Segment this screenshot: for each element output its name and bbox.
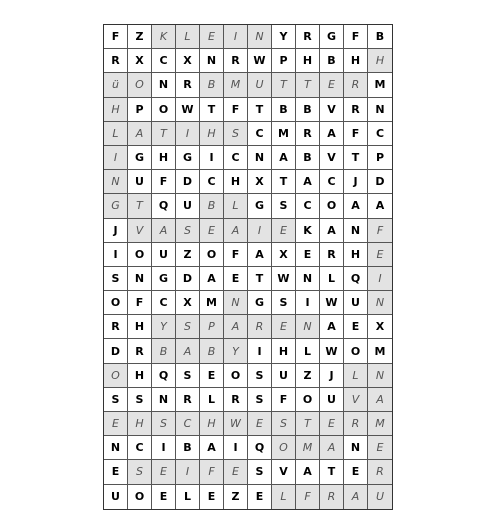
grid-cell[interactable]: R — [224, 49, 248, 73]
grid-cell[interactable]: J — [104, 219, 128, 243]
grid-cell[interactable]: A — [224, 219, 248, 243]
grid-cell[interactable]: O — [152, 98, 176, 122]
grid-cell[interactable]: C — [248, 122, 272, 146]
grid-cell[interactable]: I — [176, 122, 200, 146]
grid-cell[interactable]: ü — [104, 73, 128, 97]
grid-cell[interactable]: C — [320, 170, 344, 194]
grid-cell[interactable]: T — [272, 170, 296, 194]
grid-cell[interactable]: S — [272, 194, 296, 218]
grid-cell[interactable]: U — [128, 170, 152, 194]
grid-cell[interactable]: N — [368, 291, 392, 315]
grid-cell[interactable]: A — [200, 436, 224, 460]
grid-cell[interactable]: F — [344, 122, 368, 146]
grid-cell[interactable]: S — [104, 267, 128, 291]
grid-cell[interactable]: I — [176, 460, 200, 484]
grid-cell[interactable]: R — [344, 412, 368, 436]
grid-cell[interactable]: H — [272, 339, 296, 363]
grid-cell[interactable]: T — [152, 122, 176, 146]
grid-cell[interactable]: N — [152, 388, 176, 412]
grid-cell[interactable]: W — [248, 49, 272, 73]
grid-cell[interactable]: H — [296, 49, 320, 73]
grid-cell[interactable]: T — [272, 73, 296, 97]
grid-cell[interactable]: S — [248, 388, 272, 412]
grid-cell[interactable]: R — [128, 339, 152, 363]
grid-cell[interactable]: B — [200, 339, 224, 363]
grid-cell[interactable]: A — [344, 485, 368, 509]
grid-cell[interactable]: R — [176, 73, 200, 97]
grid-cell[interactable]: F — [224, 98, 248, 122]
grid-cell[interactable]: B — [152, 339, 176, 363]
grid-cell[interactable]: I — [296, 291, 320, 315]
grid-cell[interactable]: N — [104, 170, 128, 194]
grid-cell[interactable]: T — [296, 412, 320, 436]
grid-cell[interactable]: W — [320, 291, 344, 315]
grid-cell[interactable]: T — [296, 73, 320, 97]
grid-cell[interactable]: U — [368, 485, 392, 509]
grid-cell[interactable]: O — [128, 73, 152, 97]
grid-cell[interactable]: F — [272, 388, 296, 412]
grid-cell[interactable]: L — [176, 485, 200, 509]
grid-cell[interactable]: H — [344, 243, 368, 267]
grid-cell[interactable]: E — [272, 219, 296, 243]
grid-cell[interactable]: G — [176, 146, 200, 170]
grid-cell[interactable]: V — [128, 219, 152, 243]
grid-cell[interactable]: O — [104, 364, 128, 388]
grid-cell[interactable]: A — [344, 194, 368, 218]
grid-cell[interactable]: F — [200, 460, 224, 484]
grid-cell[interactable]: B — [296, 98, 320, 122]
grid-cell[interactable]: N — [344, 436, 368, 460]
grid-cell[interactable]: R — [224, 388, 248, 412]
grid-cell[interactable]: H — [200, 412, 224, 436]
grid-cell[interactable]: W — [272, 267, 296, 291]
grid-cell[interactable]: A — [272, 146, 296, 170]
grid-cell[interactable]: Y — [152, 315, 176, 339]
grid-cell[interactable]: S — [128, 388, 152, 412]
grid-cell[interactable]: U — [272, 364, 296, 388]
grid-cell[interactable]: Z — [296, 364, 320, 388]
grid-cell[interactable]: N — [296, 267, 320, 291]
grid-cell[interactable]: S — [104, 388, 128, 412]
grid-cell[interactable]: O — [104, 291, 128, 315]
grid-cell[interactable]: R — [368, 460, 392, 484]
grid-cell[interactable]: L — [272, 485, 296, 509]
grid-cell[interactable]: I — [224, 25, 248, 49]
grid-cell[interactable]: O — [200, 243, 224, 267]
grid-cell[interactable]: V — [320, 98, 344, 122]
grid-cell[interactable]: N — [128, 267, 152, 291]
grid-cell[interactable]: E — [200, 219, 224, 243]
grid-cell[interactable]: S — [176, 219, 200, 243]
grid-cell[interactable]: B — [320, 49, 344, 73]
grid-cell[interactable]: E — [320, 73, 344, 97]
grid-cell[interactable]: I — [152, 436, 176, 460]
grid-cell[interactable]: A — [152, 219, 176, 243]
grid-cell[interactable]: L — [344, 364, 368, 388]
grid-cell[interactable]: P — [272, 49, 296, 73]
grid-cell[interactable]: R — [104, 49, 128, 73]
grid-cell[interactable]: F — [344, 25, 368, 49]
grid-cell[interactable]: A — [320, 219, 344, 243]
grid-cell[interactable]: P — [128, 98, 152, 122]
grid-cell[interactable]: B — [368, 25, 392, 49]
grid-cell[interactable]: X — [248, 170, 272, 194]
grid-cell[interactable]: E — [344, 315, 368, 339]
grid-cell[interactable]: Q — [248, 436, 272, 460]
grid-cell[interactable]: E — [224, 460, 248, 484]
grid-cell[interactable]: R — [344, 73, 368, 97]
grid-cell[interactable]: E — [152, 485, 176, 509]
grid-cell[interactable]: Y — [224, 339, 248, 363]
grid-cell[interactable]: K — [296, 219, 320, 243]
grid-cell[interactable]: I — [224, 436, 248, 460]
grid-cell[interactable]: T — [200, 98, 224, 122]
grid-cell[interactable]: L — [104, 122, 128, 146]
grid-cell[interactable]: N — [248, 146, 272, 170]
grid-cell[interactable]: Z — [176, 243, 200, 267]
grid-cell[interactable]: S — [176, 315, 200, 339]
grid-cell[interactable]: U — [248, 73, 272, 97]
grid-cell[interactable]: H — [344, 49, 368, 73]
grid-cell[interactable]: S — [248, 364, 272, 388]
grid-cell[interactable]: S — [224, 122, 248, 146]
grid-cell[interactable]: H — [152, 146, 176, 170]
grid-cell[interactable]: S — [248, 460, 272, 484]
grid-cell[interactable]: R — [176, 388, 200, 412]
grid-cell[interactable]: U — [344, 291, 368, 315]
grid-cell[interactable]: C — [128, 436, 152, 460]
grid-cell[interactable]: E — [200, 25, 224, 49]
grid-cell[interactable]: O — [128, 243, 152, 267]
grid-cell[interactable]: I — [248, 219, 272, 243]
grid-cell[interactable]: Z — [224, 485, 248, 509]
grid-cell[interactable]: N — [104, 436, 128, 460]
grid-cell[interactable]: H — [128, 412, 152, 436]
grid-cell[interactable]: F — [296, 485, 320, 509]
grid-cell[interactable]: X — [368, 315, 392, 339]
grid-cell[interactable]: B — [200, 73, 224, 97]
grid-cell[interactable]: T — [128, 194, 152, 218]
grid-cell[interactable]: E — [104, 412, 128, 436]
grid-cell[interactable]: C — [152, 49, 176, 73]
grid-cell[interactable]: B — [272, 98, 296, 122]
grid-cell[interactable]: T — [248, 267, 272, 291]
grid-cell[interactable]: D — [176, 170, 200, 194]
grid-cell[interactable]: Q — [152, 364, 176, 388]
grid-cell[interactable]: E — [344, 460, 368, 484]
grid-cell[interactable]: R — [320, 243, 344, 267]
grid-cell[interactable]: I — [200, 146, 224, 170]
grid-cell[interactable]: R — [296, 25, 320, 49]
grid-cell[interactable]: N — [368, 98, 392, 122]
grid-cell[interactable]: V — [320, 146, 344, 170]
grid-cell[interactable]: C — [152, 291, 176, 315]
grid-cell[interactable]: A — [320, 436, 344, 460]
grid-cell[interactable]: A — [368, 194, 392, 218]
grid-cell[interactable]: D — [368, 170, 392, 194]
grid-cell[interactable]: T — [320, 460, 344, 484]
grid-cell[interactable]: F — [152, 170, 176, 194]
grid-cell[interactable]: L — [176, 25, 200, 49]
grid-cell[interactable]: M — [368, 339, 392, 363]
grid-cell[interactable]: W — [320, 339, 344, 363]
grid-cell[interactable]: F — [104, 25, 128, 49]
grid-cell[interactable]: C — [200, 170, 224, 194]
grid-cell[interactable]: I — [368, 267, 392, 291]
grid-cell[interactable]: S — [272, 412, 296, 436]
grid-cell[interactable]: G — [248, 194, 272, 218]
grid-cell[interactable]: M — [200, 291, 224, 315]
grid-cell[interactable]: L — [320, 267, 344, 291]
grid-cell[interactable]: S — [176, 364, 200, 388]
grid-cell[interactable]: M — [224, 73, 248, 97]
grid-cell[interactable]: C — [224, 146, 248, 170]
grid-cell[interactable]: H — [104, 98, 128, 122]
grid-cell[interactable]: I — [104, 243, 128, 267]
grid-cell[interactable]: E — [320, 412, 344, 436]
grid-cell[interactable]: M — [296, 436, 320, 460]
grid-cell[interactable]: R — [248, 315, 272, 339]
grid-cell[interactable]: C — [296, 194, 320, 218]
grid-cell[interactable]: A — [368, 388, 392, 412]
grid-cell[interactable]: N — [200, 49, 224, 73]
grid-cell[interactable]: I — [248, 339, 272, 363]
grid-cell[interactable]: E — [368, 436, 392, 460]
grid-cell[interactable]: M — [368, 73, 392, 97]
grid-cell[interactable]: N — [296, 315, 320, 339]
grid-cell[interactable]: S — [152, 412, 176, 436]
grid-cell[interactable]: G — [104, 194, 128, 218]
grid-cell[interactable]: A — [296, 170, 320, 194]
grid-cell[interactable]: Y — [272, 25, 296, 49]
grid-cell[interactable]: G — [320, 25, 344, 49]
grid-cell[interactable]: G — [128, 146, 152, 170]
grid-cell[interactable]: O — [296, 388, 320, 412]
grid-cell[interactable]: S — [272, 291, 296, 315]
grid-cell[interactable]: A — [176, 339, 200, 363]
grid-cell[interactable]: G — [152, 267, 176, 291]
grid-cell[interactable]: T — [344, 146, 368, 170]
grid-cell[interactable]: E — [272, 315, 296, 339]
grid-cell[interactable]: R — [344, 98, 368, 122]
grid-cell[interactable]: H — [224, 170, 248, 194]
grid-cell[interactable]: E — [200, 364, 224, 388]
grid-cell[interactable]: N — [152, 73, 176, 97]
grid-cell[interactable]: L — [296, 339, 320, 363]
grid-cell[interactable]: M — [272, 122, 296, 146]
word-search-grid — [103, 24, 393, 510]
grid-cell[interactable]: B — [176, 436, 200, 460]
grid-cell[interactable]: O — [320, 194, 344, 218]
grid-cell[interactable]: W — [224, 412, 248, 436]
grid-cell[interactable]: X — [272, 243, 296, 267]
grid-cell[interactable]: A — [248, 243, 272, 267]
grid-cell[interactable]: R — [296, 122, 320, 146]
grid-cell[interactable]: N — [248, 25, 272, 49]
grid-cell[interactable]: T — [248, 98, 272, 122]
grid-cell[interactable]: E — [248, 412, 272, 436]
grid-cell[interactable]: H — [200, 122, 224, 146]
grid-cell[interactable]: B — [296, 146, 320, 170]
grid-cell[interactable]: H — [128, 364, 152, 388]
grid-cell[interactable]: F — [368, 219, 392, 243]
grid-cell[interactable]: G — [248, 291, 272, 315]
grid-cell[interactable]: L — [224, 194, 248, 218]
grid-cell[interactable]: X — [176, 291, 200, 315]
grid-cell[interactable]: Q — [344, 267, 368, 291]
grid-cell[interactable]: A — [128, 122, 152, 146]
grid-cell[interactable]: N — [368, 364, 392, 388]
grid-cell[interactable]: C — [368, 122, 392, 146]
grid-cell[interactable]: U — [152, 243, 176, 267]
grid-cell[interactable]: H — [128, 315, 152, 339]
grid-cell[interactable]: O — [224, 364, 248, 388]
grid-cell[interactable]: A — [320, 315, 344, 339]
grid-cell[interactable]: A — [320, 122, 344, 146]
grid-cell[interactable]: F — [128, 291, 152, 315]
grid-cell[interactable]: O — [344, 339, 368, 363]
grid-cell[interactable]: A — [296, 460, 320, 484]
grid-cell[interactable]: V — [272, 460, 296, 484]
grid-cell[interactable]: E — [296, 243, 320, 267]
grid-cell[interactable]: Z — [128, 25, 152, 49]
grid-cell[interactable]: D — [104, 339, 128, 363]
grid-cell[interactable]: O — [272, 436, 296, 460]
grid-cell[interactable]: A — [224, 315, 248, 339]
grid-cell[interactable]: D — [176, 267, 200, 291]
grid-cell[interactable]: R — [320, 485, 344, 509]
grid-cell[interactable]: E — [104, 460, 128, 484]
grid-cell[interactable]: O — [128, 485, 152, 509]
grid-cell[interactable]: W — [176, 98, 200, 122]
grid-cell[interactable]: U — [104, 485, 128, 509]
grid-cell[interactable]: B — [200, 194, 224, 218]
grid-cell[interactable]: J — [320, 364, 344, 388]
grid-cell[interactable]: V — [344, 388, 368, 412]
grid-cell[interactable]: E — [200, 485, 224, 509]
grid-cell[interactable]: C — [176, 412, 200, 436]
grid-cell[interactable]: S — [128, 460, 152, 484]
grid-cell[interactable]: F — [224, 243, 248, 267]
grid-cell[interactable]: H — [368, 49, 392, 73]
grid-cell[interactable]: E — [152, 460, 176, 484]
grid-cell[interactable]: X — [128, 49, 152, 73]
grid-cell[interactable]: E — [224, 267, 248, 291]
grid-cell[interactable]: E — [248, 485, 272, 509]
grid-cell[interactable]: L — [200, 388, 224, 412]
grid-cell[interactable]: A — [200, 267, 224, 291]
grid-cell[interactable]: N — [224, 291, 248, 315]
grid-cell[interactable]: X — [176, 49, 200, 73]
grid-cell[interactable]: Q — [152, 194, 176, 218]
grid-cell[interactable]: M — [368, 412, 392, 436]
grid-cell[interactable]: P — [200, 315, 224, 339]
grid-cell[interactable]: J — [344, 170, 368, 194]
grid-cell[interactable]: N — [344, 219, 368, 243]
grid-cell[interactable]: I — [104, 146, 128, 170]
grid-cell[interactable]: R — [104, 315, 128, 339]
grid-cell[interactable]: K — [152, 25, 176, 49]
grid-cell[interactable]: U — [176, 194, 200, 218]
grid-cell[interactable]: P — [368, 146, 392, 170]
grid-cell[interactable]: E — [368, 243, 392, 267]
grid-cell[interactable]: U — [320, 388, 344, 412]
